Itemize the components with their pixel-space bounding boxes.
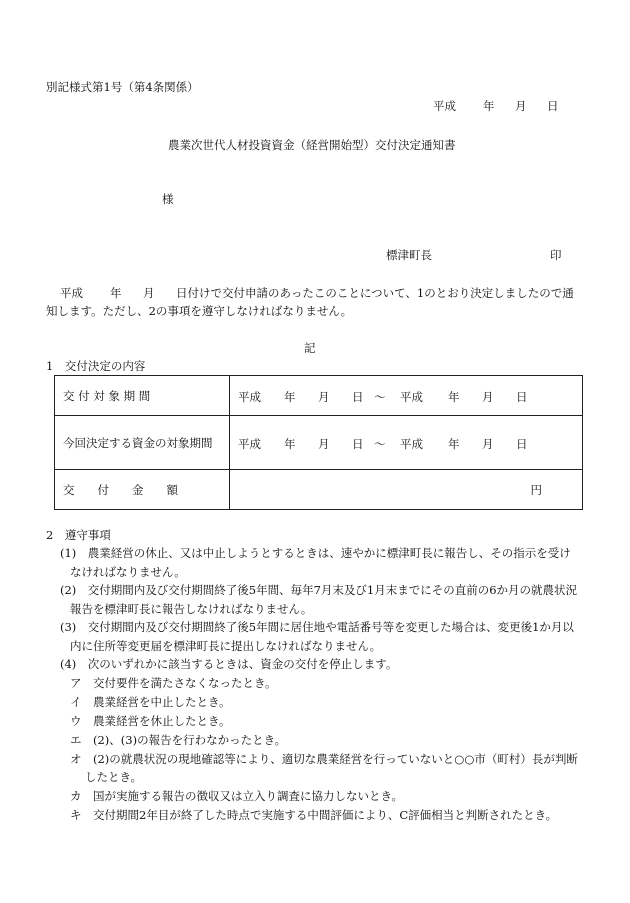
rule-item-3: (3) 交付期間内及び交付期間終了後5年間に居住地や電話番号等を変更した場合は、変更後1か月以 [60,620,574,634]
from-year: 年 [284,389,296,404]
table-row [55,416,583,470]
header-date-day: 日 [547,99,559,113]
row-label: 交 付 対 象 期 間 [55,376,230,416]
from-year: 年 [284,436,296,451]
sub-item-e: エ (2)、(3)の報告を行わなかったとき。 [70,733,287,747]
header-date [0,101,630,115]
form-label: 別記様式第1号（第4条関係） [46,80,199,94]
from-day: 日 [352,436,364,451]
sub-item-o: オ (2)の就農状況の現地確認等により、適切な農業経営を行っていないと○○市（町村）長が判断 [70,752,578,766]
rule-item-1-cont: なければなりません。 [70,565,186,579]
rule-item-2: (2) 交付期間内及び交付期間終了後5年間、毎年7月末及び1月末までにその直前の6か月の就農状況 [60,583,578,597]
body-rest: 日付けで交付申請のあったこのことについて、1のとおり決定しましたので通 [176,286,574,300]
tilde: ～ [374,436,386,451]
to-era: 平成 [400,436,423,451]
from-month: 月 [318,436,330,451]
sub-item-o-cont: したとき。 [85,770,143,784]
decision-table [54,375,583,510]
section2-heading: 2 遵守事項 [46,528,111,542]
tilde: ～ [374,389,386,404]
body-line-2: 知します。ただし、2の事項を遵守しなければなりません。 [46,304,353,318]
amount-cell: 円 [230,470,583,510]
to-era: 平成 [400,389,423,404]
period-cell [230,376,583,416]
recipient-suffix: 様 [162,192,174,206]
to-month: 月 [482,389,494,404]
header-date-month: 月 [515,99,527,113]
body-era: 平成 [60,286,83,300]
from-era: 平成 [238,389,261,404]
rule-item-3-cont: 内に住所等変更届を標津町長に提出しなければなりません。 [70,639,382,653]
to-year: 年 [448,389,460,404]
issuer-name: 標津町長 [386,248,432,262]
ki-heading: 記 [304,341,316,355]
from-era: 平成 [238,436,261,451]
header-date-era: 平成 [433,99,456,113]
table-row [55,376,583,416]
row-label: 今回決定する資金の対象期間 [55,416,230,470]
to-year: 年 [448,436,460,451]
sub-item-u: ウ 農業経営を休止したとき。 [70,714,231,728]
sub-item-a: ア 交付要件を満たさなくなったとき。 [70,676,277,690]
sub-item-ka: カ 国が実施する報告の徴収又は立入り調査に協力しないとき。 [70,789,404,803]
section1-heading: 1 交付決定の内容 [46,359,146,373]
table-row [55,470,583,510]
rule-item-4: (4) 次のいずれかに該当するときは、資金の交付を停止します。 [60,657,398,671]
body-line-1 [46,288,606,302]
to-day: 日 [516,389,528,404]
period-cell [230,416,583,470]
rule-item-1: (1) 農業経営の休止、又は中止しようとするときは、速やかに標津町長に報告し、その指示を受け [60,546,571,560]
body-year: 年 [110,286,122,300]
sub-item-i: イ 農業経営を中止したとき。 [70,695,231,709]
row-label: 交 付 金 額 [55,470,230,510]
body-month: 月 [143,286,155,300]
document-title: 農業次世代人材投資資金（経営開始型）交付決定通知書 [168,138,456,152]
to-month: 月 [482,436,494,451]
issuer-seal: 印 [550,248,562,262]
rule-item-2-cont: 報告を標津町長に報告しなければなりません。 [70,602,313,616]
sub-item-ki: キ 交付期間2年目が終了した時点で実施する中間評価により、C評価相当と判断されたとき。 [70,808,558,822]
from-day: 日 [352,389,364,404]
from-month: 月 [318,389,330,404]
to-day: 日 [516,436,528,451]
header-date-year: 年 [483,99,495,113]
